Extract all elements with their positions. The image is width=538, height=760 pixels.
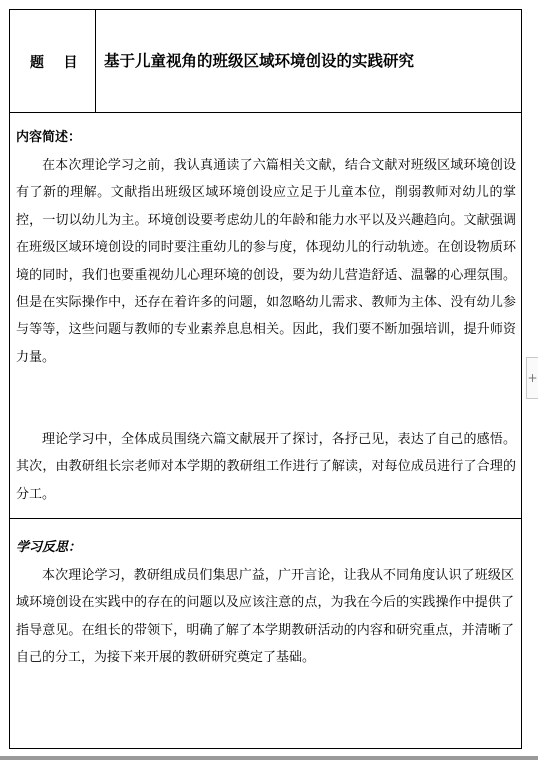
summary-paragraph-1: 在本次理论学习之前，我认真通读了六篇相关文献，结合文献对班级区域环境创设有了新的理解。文献指出班级区域环境创设应立足于儿童本位，削弱教师对幼儿的掌控，一切以幼儿为主。环境创设要考虑幼儿的年龄和能力水平以及兴趣趋向。文献强调在班级区域环境创设的同时要注重幼儿的参与度，体现幼儿的行动轨迹。在创设物质环境的同时，我们也要重视幼儿心理环境的创设，要为幼儿营造舒适、温馨的心理氛围。但是在实际操作中，还存在着许多的问题，如忽略幼儿需求、教师为主体、没有幼儿参与等等，这些问题与教师的专业素养息息相关。因此，我们要不断加强培训，提升师资力量。 xyxy=(16,158,516,365)
reflection-heading: 学习反思： xyxy=(16,540,82,555)
document-title: 基于儿童视角的班级区域环境创设的实践研究 xyxy=(104,51,415,70)
title-label: 题 目 xyxy=(30,55,78,71)
title-row xyxy=(10,10,521,113)
summary-section xyxy=(10,113,521,519)
title-label-cell xyxy=(10,10,96,112)
record-table xyxy=(9,9,522,749)
add-icon[interactable]: + xyxy=(526,357,538,399)
summary-heading: 内容简述： xyxy=(16,130,82,145)
summary-paragraph-2: 理论学习中，全体成员围绕六篇文献展开了探讨，各抒己见，表达了自己的感悟。其次，由教研组长宗老师对本学期的教研组工作进行了解读，对每位成员进行了合理的分工。 xyxy=(16,432,516,502)
page-edge-divider xyxy=(0,756,538,760)
reflection-section xyxy=(10,519,521,748)
reflection-paragraph-1: 本次理论学习，教研组成员们集思广益，广开言论，让我从不同角度认识了班级区域环境创设在实践中的存在的问题以及应该注意的点，为我在今后的实践操作中提供了指导意见。在组长的带领下，明确了解了本学期教研活动的内容和研究重点，并清晰了自己的分工，为接下来开展的教研研究奠定了基础。 xyxy=(16,568,514,666)
